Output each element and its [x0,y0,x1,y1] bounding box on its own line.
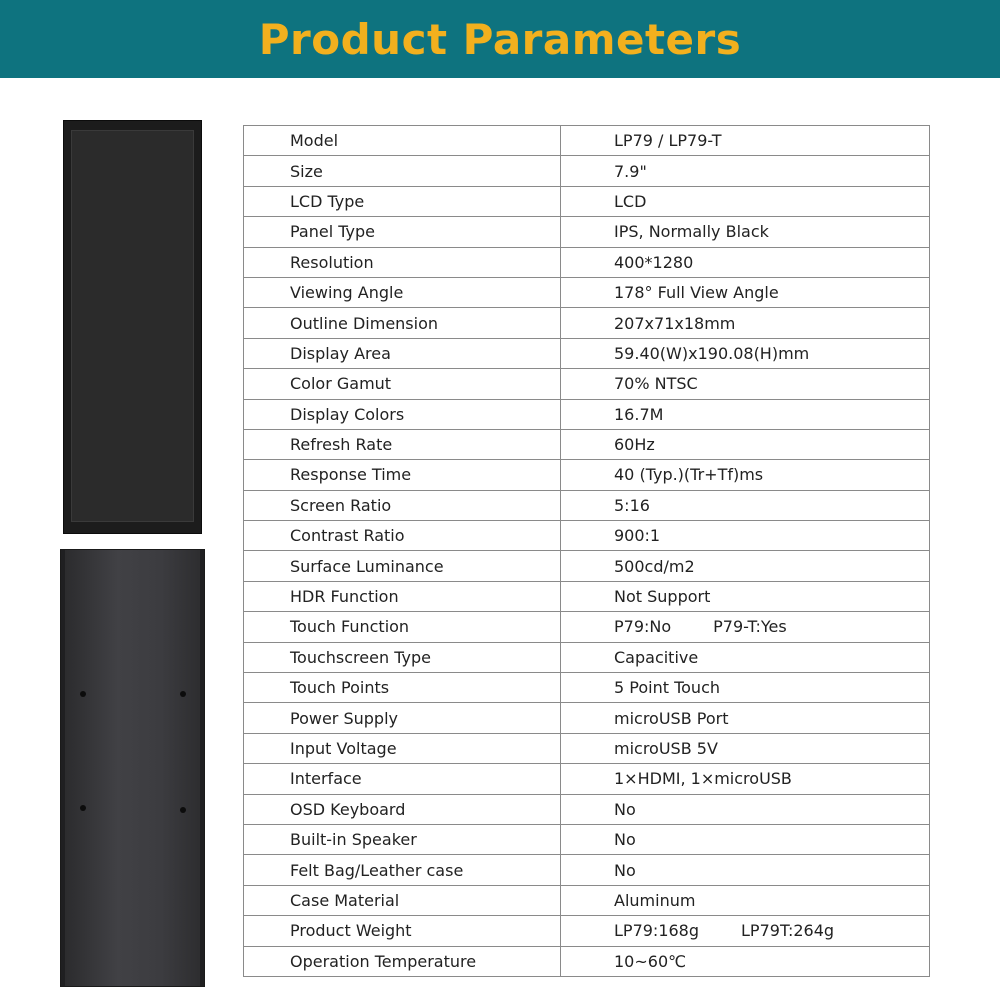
spec-label: Color Gamut [244,369,561,399]
spec-value-cell [561,369,930,399]
spec-value: microUSB 5V [614,739,718,758]
spec-value: 400*1280 [614,252,694,272]
table-row [244,308,930,338]
screw-hole [80,691,86,697]
spec-value-cell [561,338,930,368]
spec-value-cell [561,186,930,216]
display-screen [71,130,194,522]
spec-label: Product Weight [244,916,561,946]
spec-value-cell [561,126,930,156]
spec-label: Touchscreen Type [244,642,561,672]
table-row [244,460,930,490]
screw-hole [180,691,186,697]
spec-label: Power Supply [244,703,561,733]
spec-value: 1×HDMI, 1×microUSB [614,769,792,789]
spec-value-cell [561,277,930,307]
spec-value: No [614,860,636,880]
table-row [244,369,930,399]
spec-value: 5:16 [614,495,650,515]
spec-value-cell [561,946,930,976]
spec-value-cell [561,521,930,551]
spec-value: Not Support [614,587,711,607]
case-edge [200,550,204,986]
spec-value: 500cd/m2 [614,556,695,576]
spec-value: 16.7M [614,404,664,424]
spec-value: 40 (Typ.)(Tr+Tf)ms [614,465,764,485]
table-row [244,338,930,368]
spec-value-secondary: P79-T:Yes [713,617,787,637]
product-front-image [63,120,202,534]
table-row [244,277,930,307]
spec-value: 207x71x18mm [614,313,736,333]
spec-label: OSD Keyboard [244,794,561,824]
spec-value: Aluminum [614,890,696,910]
spec-value-cell [561,490,930,520]
spec-label: Outline Dimension [244,308,561,338]
table-row [244,794,930,824]
table-row [244,885,930,915]
spec-value: LCD [614,191,647,211]
spec-value-cell [561,460,930,490]
spec-value: 70% NTSC [614,374,698,394]
spec-value-cell [561,612,930,642]
spec-value-cell [561,733,930,763]
spec-value-cell [561,217,930,247]
spec-label: Case Material [244,885,561,915]
spec-value-cell [561,642,930,672]
spec-value-cell [561,703,930,733]
table-row [244,126,930,156]
spec-value-cell [561,885,930,915]
spec-label: Size [244,156,561,186]
spec-value: 900:1 [614,526,661,546]
table-row [244,612,930,642]
spec-label: Refresh Rate [244,429,561,459]
screw-hole [180,807,186,813]
spec-value-cell [561,824,930,854]
spec-value-cell [561,399,930,429]
table-row [244,824,930,854]
spec-value: No [614,799,636,819]
table-row [244,946,930,976]
spec-value: 7.9" [614,161,647,181]
spec-label: Felt Bag/Leather case [244,855,561,885]
spec-value-cell [561,308,930,338]
table-row [244,399,930,429]
table-row [244,247,930,277]
screw-hole [80,805,86,811]
spec-value: P79:No [614,617,672,637]
case-edge [61,550,65,986]
table-row [244,551,930,581]
spec-value: LP79:168g [614,921,700,941]
spec-value-cell [561,855,930,885]
spec-label: Model [244,126,561,156]
title-banner [0,0,1000,78]
spec-value-cell [561,916,930,946]
spec-label: Operation Temperature [244,946,561,976]
spec-value-cell [561,581,930,611]
spec-value-cell [561,794,930,824]
spec-value-secondary: LP79T:264g [741,921,835,941]
spec-label: Touch Function [244,612,561,642]
spec-value: 10~60℃ [614,951,687,971]
table-row [244,521,930,551]
spec-label: Viewing Angle [244,277,561,307]
spec-label: Panel Type [244,217,561,247]
table-row [244,156,930,186]
table-row [244,703,930,733]
spec-label: Built-in Speaker [244,824,561,854]
spec-label: Interface [244,764,561,794]
spec-label: LCD Type [244,186,561,216]
spec-label: Display Area [244,338,561,368]
spec-value: microUSB Port [614,708,729,728]
spec-value: Capacitive [614,647,699,667]
table-row [244,673,930,703]
table-row [244,733,930,763]
spec-label: Input Voltage [244,733,561,763]
spec-value-cell [561,156,930,186]
spec-table [243,125,930,977]
product-back-image [60,549,205,987]
table-row [244,764,930,794]
spec-value: 5 Point Touch [614,678,720,698]
spec-value: IPS, Normally Black [614,222,769,242]
spec-value-cell [561,429,930,459]
spec-value-cell [561,551,930,581]
spec-value: No [614,830,636,850]
table-row [244,855,930,885]
spec-value-cell [561,247,930,277]
spec-value-cell [561,764,930,794]
spec-label: Surface Luminance [244,551,561,581]
table-row [244,490,930,520]
table-row [244,916,930,946]
spec-value: 178° Full View Angle [614,283,779,303]
spec-value: LP79 / LP79-T [614,131,722,151]
page-title: Product Parameters [258,14,742,64]
table-row [244,642,930,672]
spec-label: Display Colors [244,399,561,429]
spec-label: Screen Ratio [244,490,561,520]
spec-value-cell [561,673,930,703]
spec-label: HDR Function [244,581,561,611]
spec-label: Touch Points [244,673,561,703]
spec-label: Contrast Ratio [244,521,561,551]
spec-label: Resolution [244,247,561,277]
spec-value: 59.40(W)x190.08(H)mm [614,343,810,363]
table-row [244,217,930,247]
spec-label: Response Time [244,460,561,490]
table-row [244,186,930,216]
table-row [244,581,930,611]
spec-value: 60Hz [614,435,655,455]
table-row [244,429,930,459]
